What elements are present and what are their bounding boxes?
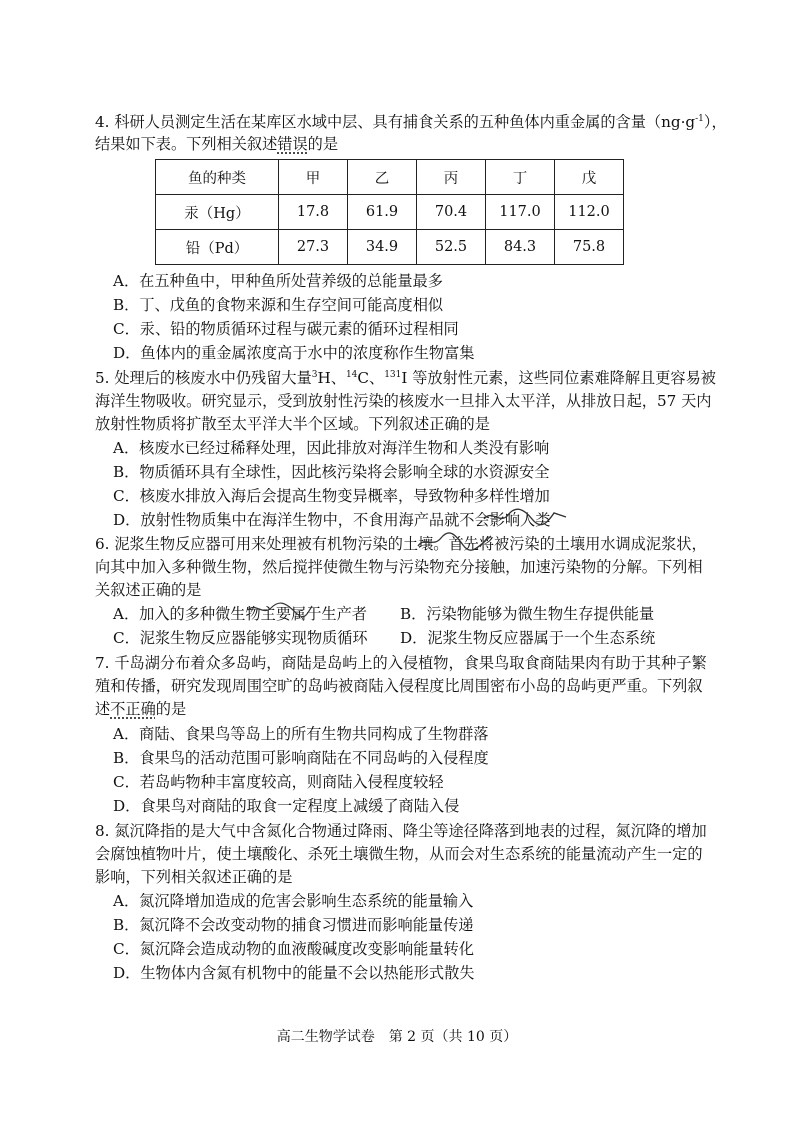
table-header-cell: 丙 bbox=[417, 160, 486, 195]
handwriting-scribble-icon bbox=[480, 505, 570, 527]
table-cell: 铅（Pd） bbox=[156, 230, 279, 265]
q4-option-c: C．汞、铅的物质循环过程与碳元素的循环过程相同 bbox=[113, 320, 459, 338]
q4-option-a: A．在五种鱼中，甲种鱼所处营养级的总能量最多 bbox=[113, 272, 443, 290]
table-header-cell: 戊 bbox=[555, 160, 624, 195]
q6-option-b: B．污染物能够为微生物生存提供能量 bbox=[400, 605, 655, 623]
q5-stem-line-2: 海洋生物吸收。研究显示，受到放射性污染的核废水一旦排入太平洋，从排放日起，57 天内 bbox=[95, 392, 712, 410]
q6-stem-line-1: 6. 泥浆生物反应器可用来处理被有机物污染的土壤。首先将被污染的土壤用水调成泥浆状， bbox=[95, 535, 707, 553]
q6-stem-line-2: 向其中加入多种微生物，然后搅拌使微生物与污染物充分接触，加速污染物的分解。下列相 bbox=[95, 558, 703, 576]
q5-stem-line-1: 5. 处理后的核废水中仍残留大量$^3$H、$^{14}$C、$^{131}$I 等放射性元素，这些同位素难降解且更容易被 bbox=[95, 369, 716, 387]
q7-stem-line-2: 殖和传播，研究发现周围空旷的岛屿被商陆入侵程度比周围密布小岛的岛屿更严重。下列叙 bbox=[95, 677, 703, 695]
q8-stem-line-3: 影响，下列相关叙述正确的是 bbox=[95, 868, 293, 886]
q6-option-c: C．泥浆生物反应器能够实现物质循环 bbox=[113, 629, 368, 647]
q7-stem-line-3: 述不正确的是 bbox=[95, 700, 187, 718]
q8-stem-line-2: 会腐蚀植物叶片，使土壤酸化、杀死土壤微生物，从而会对生态系统的能量流动产生一定的 bbox=[95, 845, 703, 863]
table-cell: 117.0 bbox=[486, 195, 555, 230]
q4-option-b: B．丁、戊鱼的食物来源和生存空间可能高度相似 bbox=[113, 296, 444, 314]
table-cell: 70.4 bbox=[417, 195, 486, 230]
q6-stem-line-3: 关叙述正确的是 bbox=[95, 581, 202, 599]
q8-option-a: A．氮沉降增加造成的危害会影响生态系统的能量输入 bbox=[113, 892, 474, 910]
q8-option-b: B．氮沉降不会改变动物的捕食习惯进而影响能量传递 bbox=[113, 916, 474, 934]
q4-stem-line-2: 结果如下表。下列相关叙述错误的是 bbox=[95, 135, 338, 153]
table-cell: 27.3 bbox=[279, 230, 348, 265]
q4-option-d: D．鱼体内的重金属浓度高于水中的浓度称作生物富集 bbox=[113, 344, 475, 362]
q6-option-d: D．泥浆生物反应器属于一个生态系统 bbox=[400, 629, 656, 647]
q5-option-a: A．核废水已经过稀释处理，因此排放对海洋生物和人类没有影响 bbox=[113, 439, 550, 457]
q8-stem-line-1: 8. 氮沉降指的是大气中含氮化合物通过降雨、降尘等途径降落到地表的过程，氮沉降的增加 bbox=[95, 822, 707, 840]
q5-option-d: D．放射性物质集中在海洋生物中，不食用海产品就不会影响人类 bbox=[113, 511, 551, 529]
table-cell: 17.8 bbox=[279, 195, 348, 230]
q7-option-c: C．若岛屿物种丰富度较高，则商陆入侵程度较轻 bbox=[113, 773, 444, 791]
emphasis-wrong: 错误 bbox=[277, 135, 308, 153]
table-header-cell: 鱼的种类 bbox=[156, 160, 279, 195]
table-header-cell: 乙 bbox=[348, 160, 417, 195]
q7-option-d: D．食果鸟对商陆的取食一定程度上减缓了商陆入侵 bbox=[113, 797, 460, 815]
q8-option-d: D．生物体内含氮有机物中的能量不会以热能形式散失 bbox=[113, 964, 475, 982]
table-cell: 52.5 bbox=[417, 230, 486, 265]
table-header-row bbox=[156, 160, 624, 195]
table-cell: 112.0 bbox=[555, 195, 624, 230]
q5-option-c: C．核废水排放入海后会提高生物变异概率，导致物种多样性增加 bbox=[113, 487, 550, 505]
q7-option-b: B．食果鸟的活动范围可影响商陆在不同岛屿的入侵程度 bbox=[113, 749, 489, 767]
q5-option-b: B．物质循环具有全球性，因此核污染将会影响全球的水资源安全 bbox=[113, 463, 550, 481]
table-cell: 75.8 bbox=[555, 230, 624, 265]
handwriting-scribble-icon bbox=[415, 530, 495, 552]
table-row bbox=[156, 195, 624, 230]
table-cell: 84.3 bbox=[486, 230, 555, 265]
q7-stem-line-1: 7. 千岛湖分布着众多岛屿，商陆是岛屿上的入侵植物，食果鸟取食商陆果肉有助于其种子繁 bbox=[95, 654, 707, 672]
page-footer: 高二生物学试卷 第 2 页（共 10 页） bbox=[276, 1029, 518, 1045]
table-header-cell: 丁 bbox=[486, 160, 555, 195]
q7-option-a: A．商陆、食果鸟等岛上的所有生物共同构成了生物群落 bbox=[113, 725, 489, 743]
q4-stem-line-1: 4. 科研人员测定生活在某库区水域中层、具有捕食关系的五种鱼体内重金属的含量$(ng\cdot g^{-1})$， bbox=[95, 113, 727, 131]
table-row bbox=[156, 230, 624, 265]
q8-option-c: C．氮沉降会造成动物的血液酸碱度改变影响能量转化 bbox=[113, 940, 474, 958]
table-cell: 34.9 bbox=[348, 230, 417, 265]
q5-stem-line-3: 放射性物质将扩散至太平洋大半个区域。下列叙述正确的是 bbox=[95, 415, 490, 433]
handwriting-scribble-icon bbox=[245, 598, 315, 620]
table-cell: 61.9 bbox=[348, 195, 417, 230]
table-cell: 汞（Hg） bbox=[156, 195, 279, 230]
heavy-metal-table bbox=[155, 159, 624, 265]
table-header-cell: 甲 bbox=[279, 160, 348, 195]
q6-option-a: A．加入的多种微生物主要属于生产者 bbox=[113, 605, 367, 623]
emphasis-not-correct: 不正确 bbox=[110, 700, 156, 718]
